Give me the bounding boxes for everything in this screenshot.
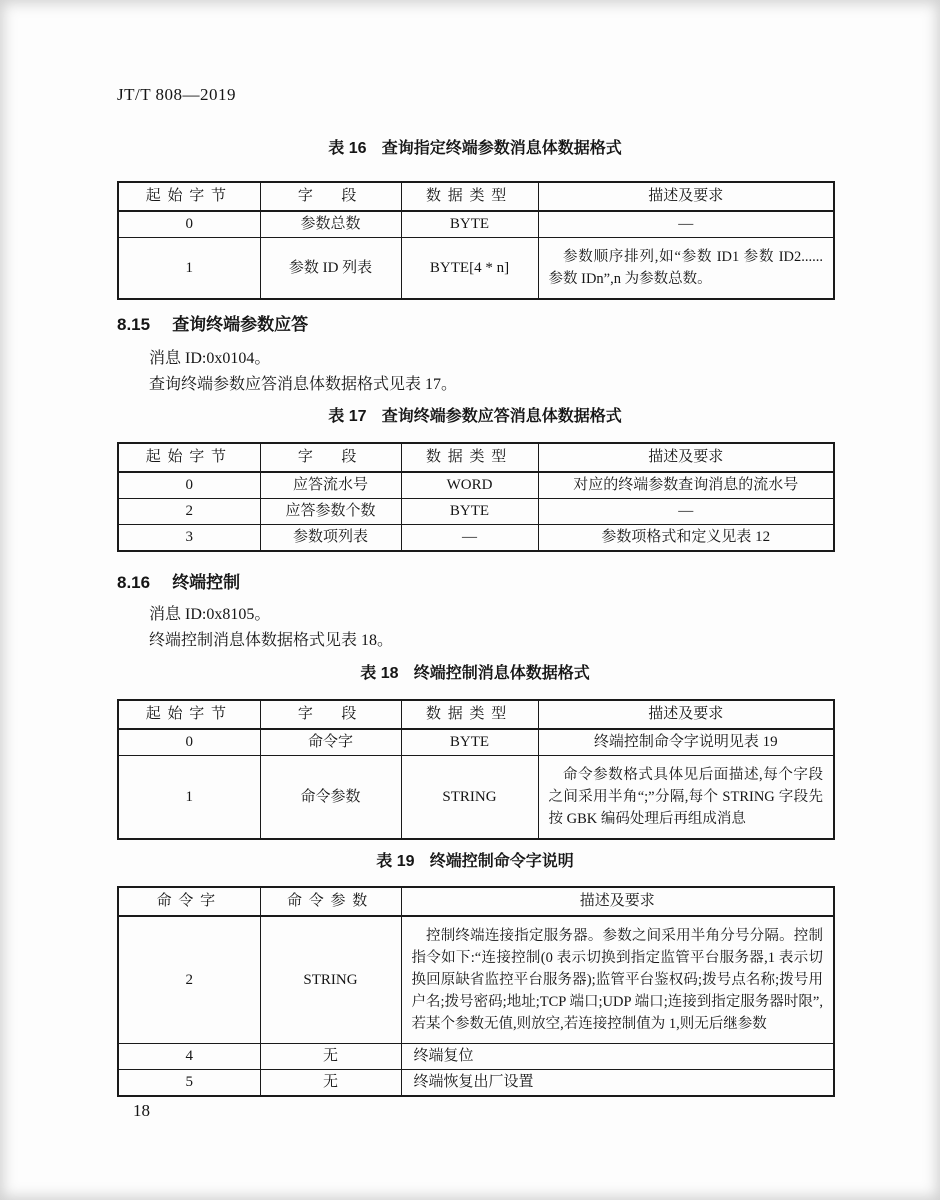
table17-header-description: 描述及要求 (538, 443, 834, 472)
table18-caption-label: 表 18 (360, 665, 399, 682)
table16-cell-field: 参数 ID 列表 (260, 238, 401, 300)
table18-header-data-type: 数据类型 (401, 700, 538, 729)
table19-header-description: 描述及要求 (401, 887, 834, 916)
table18-header-description: 描述及要求 (538, 700, 834, 729)
table17-cell-field: 参数项列表 (260, 525, 401, 552)
table16-cell-data-type: BYTE (401, 211, 538, 238)
table17-cell-start-byte: 3 (118, 525, 260, 552)
table17-cell-field: 应答流水号 (260, 472, 401, 499)
table17-cell-field: 应答参数个数 (260, 499, 401, 525)
page-number: 18 (133, 1101, 150, 1120)
table17-cell-description: — (538, 499, 834, 525)
table17-cell-description: 参数项格式和定义见表 12 (538, 525, 834, 552)
doc-code-header: JT/T 808—2019 (117, 85, 237, 104)
table18-header-start-byte: 起始字节 (118, 700, 260, 729)
table-row (118, 1044, 834, 1070)
paragraph-table-ref: 查询终端参数应答消息体数据格式见表 17。 (149, 376, 458, 393)
table16-cell-field: 参数总数 (260, 211, 401, 238)
table17-header-data-type: 数据类型 (401, 443, 538, 472)
table17-caption (117, 408, 833, 426)
section-heading-8-15 (117, 314, 833, 335)
table16-header-start-byte: 起始字节 (118, 182, 260, 211)
table18-cell-description: 终端控制命令字说明见表 19 (538, 729, 834, 756)
table17-header-row (118, 443, 834, 472)
table17-cell-start-byte: 0 (118, 472, 260, 499)
table17-header-field: 字 段 (260, 443, 401, 472)
section-title: 查询终端参数应答 (172, 315, 309, 334)
table17-caption-label: 表 17 (328, 408, 367, 425)
table17-cell-data-type: BYTE (401, 499, 538, 525)
table17-cell-start-byte: 2 (118, 499, 260, 525)
table19-cell-command-param: 无 (260, 1044, 401, 1070)
table16-header-field: 字 段 (260, 182, 401, 211)
table16-cell-description: 参数顺序排列,如“参数 ID1 参数 ID2......参数 IDn”,n 为参数总数。 (538, 238, 834, 300)
table-18 (117, 699, 835, 840)
table17-cell-data-type: WORD (401, 472, 538, 499)
table19-header-command-word: 命令字 (118, 887, 260, 916)
table18-cell-start-byte: 1 (118, 756, 260, 840)
paragraph-table-ref: 终端控制消息体数据格式见表 18。 (149, 632, 394, 649)
table19-caption-title: 终端控制命令字说明 (429, 853, 574, 870)
table17-cell-data-type: — (401, 525, 538, 552)
paragraph-message-id: 消息 ID:0x0104。 (149, 350, 271, 367)
table16-header-row (118, 182, 834, 211)
table19-caption (117, 853, 833, 871)
table19-cell-command-word: 2 (118, 916, 260, 1044)
table19-cell-description: 控制终端连接指定服务器。参数之间采用半角分号分隔。控制指令如下:“连接控制(0 表示切换到指定监管平台服务器,1 表示切换回原缺省监控平台服务器);监管平台鉴权码;拨号点名称;拨号用户名;拨号密码;地址;TCP 端口;UDP 端口;连接到指定服务器时限”,若某个参数无值,则放空,若连接控制值为 1,则无后继参数 (401, 916, 834, 1044)
table19-cell-command-param: STRING (260, 916, 401, 1044)
table18-caption-title: 终端控制消息体数据格式 (413, 665, 590, 682)
table18-caption (117, 665, 833, 683)
table17-caption-title: 查询终端参数应答消息体数据格式 (381, 408, 622, 425)
table16-cell-start-byte: 0 (118, 211, 260, 238)
section-title: 终端控制 (172, 573, 241, 592)
table18-cell-start-byte: 0 (118, 729, 260, 756)
table-row (118, 525, 834, 552)
table16-header-data-type: 数据类型 (401, 182, 538, 211)
section-heading-8-16 (117, 572, 833, 593)
table19-header-command-param: 命令参数 (260, 887, 401, 916)
table16-cell-description: — (538, 211, 834, 238)
page-content (117, 0, 833, 1121)
section-number: 8.15 (117, 315, 151, 334)
table19-caption-label: 表 19 (376, 853, 415, 870)
table16-caption-title: 查询指定终端参数消息体数据格式 (381, 140, 622, 157)
table18-cell-field: 命令字 (260, 729, 401, 756)
table19-cell-command-word: 4 (118, 1044, 260, 1070)
table-row (118, 238, 834, 300)
table17-header-start-byte: 起始字节 (118, 443, 260, 472)
table-row (118, 1070, 834, 1097)
table19-cell-command-word: 5 (118, 1070, 260, 1097)
table18-cell-description: 命令参数格式具体见后面描述,每个字段之间采用半角“;”分隔,每个 STRING 字段先按 GBK 编码处理后再组成消息 (538, 756, 834, 840)
table-16 (117, 181, 835, 300)
table16-header-description: 描述及要求 (538, 182, 834, 211)
table19-header-row (118, 887, 834, 916)
table16-caption (117, 140, 833, 158)
paragraph-message-id: 消息 ID:0x8105。 (149, 606, 271, 623)
table-17 (117, 442, 835, 552)
table18-cell-field: 命令参数 (260, 756, 401, 840)
table-row (118, 211, 834, 238)
table17-cell-description: 对应的终端参数查询消息的流水号 (538, 472, 834, 499)
table16-caption-label: 表 16 (328, 140, 367, 157)
table19-cell-command-param: 无 (260, 1070, 401, 1097)
table19-cell-description: 终端复位 (401, 1044, 834, 1070)
table-19 (117, 886, 835, 1097)
table18-cell-data-type: BYTE (401, 729, 538, 756)
table-row (118, 729, 834, 756)
table18-header-field: 字 段 (260, 700, 401, 729)
table-row (118, 756, 834, 840)
table-row (118, 472, 834, 499)
table-row (118, 916, 834, 1044)
table-row (118, 499, 834, 525)
table16-cell-data-type: BYTE[4 * n] (401, 238, 538, 300)
table18-header-row (118, 700, 834, 729)
section-number: 8.16 (117, 573, 151, 592)
table18-cell-data-type: STRING (401, 756, 538, 840)
table16-cell-start-byte: 1 (118, 238, 260, 300)
table19-cell-description: 终端恢复出厂设置 (401, 1070, 834, 1097)
